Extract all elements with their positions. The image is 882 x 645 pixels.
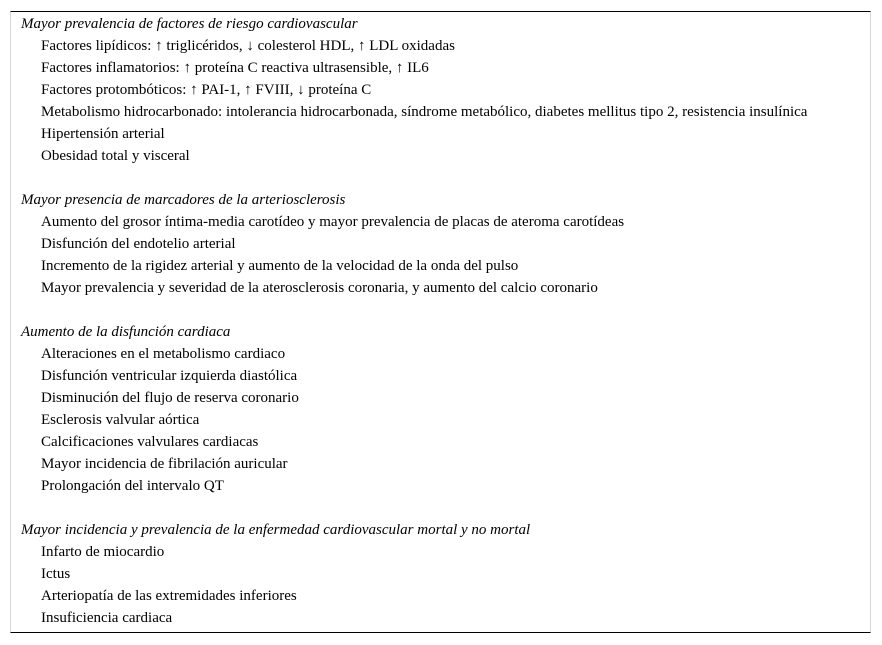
section-heading: Mayor incidencia y prevalencia de la enfermedad cardiovascular mortal y no mortal bbox=[21, 522, 531, 538]
list-item: Disfunción ventricular izquierda diastólica bbox=[41, 368, 298, 384]
list-item: Alteraciones en el metabolismo cardiaco bbox=[41, 346, 286, 362]
list-item: Factores lipídicos: ↑ triglicéridos, ↓ colesterol HDL, ↑ LDL oxidadas bbox=[41, 38, 455, 54]
list-item: Obesidad total y visceral bbox=[41, 148, 190, 164]
table-content bbox=[21, 13, 870, 629]
list-item: Mayor incidencia de fibrilación auricular bbox=[41, 456, 288, 472]
list-item: Prolongación del intervalo QT bbox=[41, 478, 224, 494]
list-item: Factores protombóticos: ↑ PAI-1, ↑ FVIII, ↓ proteína C bbox=[41, 82, 372, 98]
section-risk-factors bbox=[21, 13, 870, 167]
findings-table bbox=[10, 11, 871, 633]
section-arteriosclerosis-markers bbox=[21, 189, 870, 299]
list-item: Infarto de miocardio bbox=[41, 544, 165, 560]
list-item: Insuficiencia cardiaca bbox=[41, 610, 173, 626]
section-heading: Mayor prevalencia de factores de riesgo cardiovascular bbox=[21, 16, 358, 32]
list-item: Mayor prevalencia y severidad de la aterosclerosis coronaria, y aumento del calcio coronario bbox=[41, 280, 598, 296]
list-item: Aumento del grosor íntima-media carotídeo y mayor prevalencia de placas de ateroma carotídeas bbox=[41, 214, 625, 230]
list-item: Metabolismo hidrocarbonado: intolerancia hidrocarbonada, síndrome metabólico, diabetes mellitus tipo 2, resistencia insulínica bbox=[41, 104, 808, 120]
section-heading: Aumento de la disfunción cardiaca bbox=[21, 324, 231, 340]
section-cardiac-dysfunction bbox=[21, 321, 870, 497]
list-item: Disminución del flujo de reserva coronario bbox=[41, 390, 299, 406]
list-item: Incremento de la rigidez arterial y aumento de la velocidad de la onda del pulso bbox=[41, 258, 519, 274]
list-item: Arteriopatía de las extremidades inferiores bbox=[41, 588, 297, 604]
list-item: Calcificaciones valvulares cardiacas bbox=[41, 434, 259, 450]
list-item: Factores inflamatorios: ↑ proteína C reactiva ultrasensible, ↑ IL6 bbox=[41, 60, 429, 76]
list-item: Ictus bbox=[41, 566, 71, 582]
section-heading: Mayor presencia de marcadores de la arteriosclerosis bbox=[21, 192, 346, 208]
list-item: Disfunción del endotelio arterial bbox=[41, 236, 236, 252]
list-item: Hipertensión arterial bbox=[41, 126, 165, 142]
list-item: Esclerosis valvular aórtica bbox=[41, 412, 200, 428]
section-cardiovascular-disease bbox=[21, 519, 870, 629]
